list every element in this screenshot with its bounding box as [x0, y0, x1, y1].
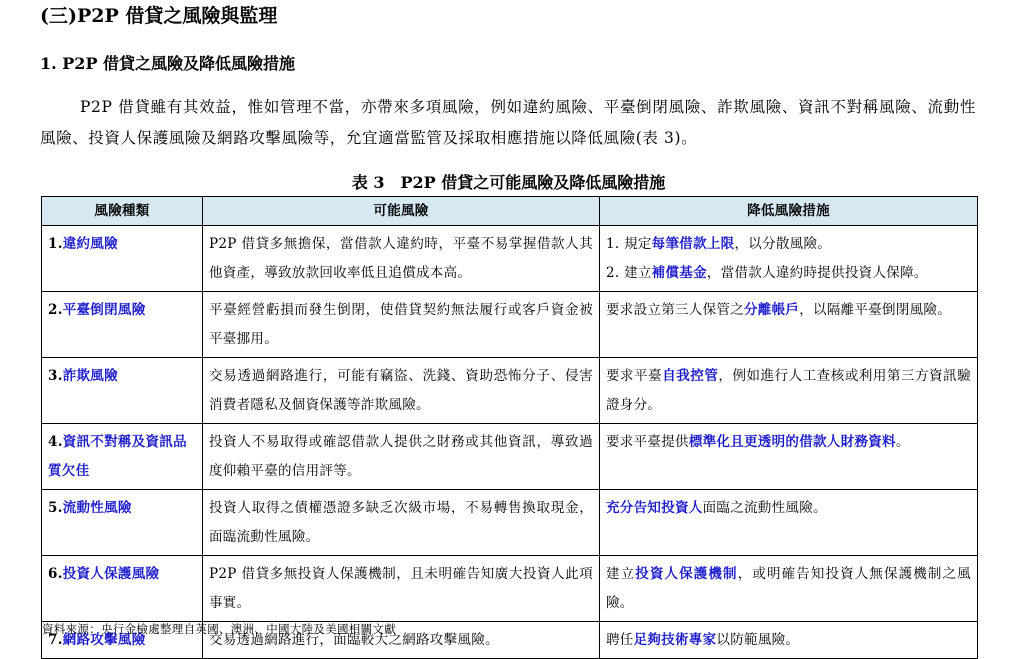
- mitigation-text: 要求設立第三人保管之: [606, 302, 744, 318]
- section-title: (三)P2P 借貸之風險與監理: [40, 5, 278, 27]
- mitigation-cell: [600, 490, 978, 556]
- mitigation-text: 聘任: [606, 632, 634, 648]
- header-mitigation: 降低風險措施: [600, 197, 978, 226]
- mitigation-line: [606, 626, 971, 655]
- mitigation-cell: [600, 556, 978, 622]
- risk-category-label: 詐欺風險: [62, 368, 118, 384]
- table-row: [42, 226, 978, 292]
- risk-category-cell: [42, 292, 203, 358]
- risk-category-label: 投資人保護風險: [62, 566, 160, 582]
- table-row: [42, 292, 978, 358]
- mitigation-text: ，以隔離平臺倒閉風險。: [799, 302, 952, 318]
- possible-risk-cell: 交易透過網路進行，可能有竊盜、洗錢、資助恐怖分子、侵害消費者隱私及個資保護等詐欺風險。: [203, 358, 600, 424]
- mitigation-text: 1. 規定: [606, 236, 652, 252]
- mitigation-cell: [600, 292, 978, 358]
- table-row: [42, 424, 978, 490]
- mitigation-highlight: 充分告知投資人: [606, 500, 703, 516]
- risk-number: 4.: [48, 434, 63, 450]
- risk-category-label: 違約風險: [62, 236, 118, 252]
- mitigation-cell: [600, 358, 978, 424]
- mitigation-cell: [600, 424, 978, 490]
- mitigation-text: 以防範風險。: [716, 632, 800, 648]
- mitigation-text: ，以分散風險。: [734, 236, 832, 252]
- mitigation-line: [606, 362, 971, 420]
- mitigation-highlight: 標準化且更透明的借款人財務資料: [688, 434, 896, 450]
- mitigation-line: [606, 560, 971, 618]
- mitigation-text: ，例如進行人工查核或利用第三方資訊驗證身分。: [606, 368, 972, 413]
- risk-category-label: 資訊不對稱及資訊品質欠佳: [48, 434, 187, 479]
- mitigation-highlight: 分離帳戶: [744, 302, 800, 318]
- risk-category-cell: [42, 490, 203, 556]
- sub-title: 1. P2P 借貸之風險及降低風險措施: [40, 54, 296, 73]
- header-possible-risk: 可能風險: [203, 197, 600, 226]
- possible-risk-cell: 投資人取得之債權憑證多缺乏次級市場，不易轉售換取現金，面臨流動性風險。: [203, 490, 600, 556]
- table-header-row: [42, 197, 978, 226]
- header-risk-type: 風險種類: [42, 197, 203, 226]
- risk-number: 3.: [48, 368, 63, 384]
- risk-number: 7.: [48, 632, 63, 648]
- risk-category-label: 平臺倒閉風險: [62, 302, 146, 318]
- risk-table: [41, 196, 978, 659]
- mitigation-highlight: 自我控管: [662, 368, 719, 384]
- table-row: [42, 556, 978, 622]
- risk-category-cell: [42, 358, 203, 424]
- possible-risk-cell: 投資人不易取得或確認借款人提供之財務或其他資訊，導致過度仰賴平臺的信用評等。: [203, 424, 600, 490]
- mitigation-cell: [600, 226, 978, 292]
- mitigation-text: ，或明確告知投資人無保護機制之風險。: [606, 566, 971, 611]
- possible-risk-cell: P2P 借貸多無投資人保護機制，且未明確告知廣大投資人此項事實。: [203, 556, 600, 622]
- table-row: [42, 490, 978, 556]
- mitigation-highlight: 投資人保護機制: [635, 566, 738, 582]
- risk-number: 5.: [48, 500, 63, 516]
- mitigation-text: 要求平臺提供: [606, 434, 689, 450]
- risk-category-cell: [42, 556, 203, 622]
- risk-table-body: [42, 226, 978, 659]
- risk-number: 1.: [48, 236, 63, 252]
- mitigation-text: 建立: [606, 566, 636, 582]
- risk-category-label: 網路攻擊風險: [62, 632, 146, 648]
- risk-number: 6.: [48, 566, 63, 582]
- mitigation-text: 。: [895, 434, 910, 450]
- possible-risk-cell: 平臺經營虧損而發生倒閉，使借貸契約無法履行或客戶資金被平臺挪用。: [203, 292, 600, 358]
- risk-number: 2.: [48, 302, 63, 318]
- mitigation-highlight: 每筆借款上限: [651, 236, 735, 252]
- mitigation-highlight: 補償基金: [651, 265, 707, 281]
- table-caption: 表 3 P2P 借貸之可能風險及降低風險措施: [351, 173, 666, 192]
- possible-risk-cell: P2P 借貸多無擔保，當借款人違約時，平臺不易掌握借款人其他資產，導致放款回收率低且追償成本高。: [203, 226, 600, 292]
- mitigation-line: [606, 230, 971, 259]
- mitigation-text: ，當借款人違約時提供投資人保障。: [706, 265, 928, 281]
- mitigation-line: [606, 494, 971, 523]
- mitigation-line: [606, 296, 971, 325]
- intro-paragraph: P2P 借貸雖有其效益，惟如管理不當，亦帶來多項風險，例如違約風險、平臺倒閉風險、詐欺風險、資訊不對稱風險、流動性風險、投資人保護風險及網路攻擊風險等，允宜適當監管及採取相應措施以降低風險(表 3)。: [40, 98, 976, 147]
- mitigation-text: 2. 建立: [606, 265, 652, 281]
- table-row: [42, 358, 978, 424]
- risk-category-label: 流動性風險: [62, 500, 132, 516]
- possible-risk-cell: 交易透過網路進行，面臨較大之網路攻擊風險。: [203, 622, 600, 659]
- mitigation-text: 面臨之流動性風險。: [702, 500, 827, 516]
- mitigation-cell: [600, 622, 978, 659]
- mitigation-line: [606, 259, 971, 288]
- source-note: 資料來源：央行金檢處整理自英國、澳洲、中國大陸及美國相關文獻: [42, 622, 396, 636]
- risk-category-cell: [42, 226, 203, 292]
- mitigation-line: [606, 428, 971, 457]
- risk-category-cell: [42, 424, 203, 490]
- mitigation-highlight: 足夠技術專家: [633, 632, 717, 648]
- mitigation-text: 要求平臺: [606, 368, 663, 384]
